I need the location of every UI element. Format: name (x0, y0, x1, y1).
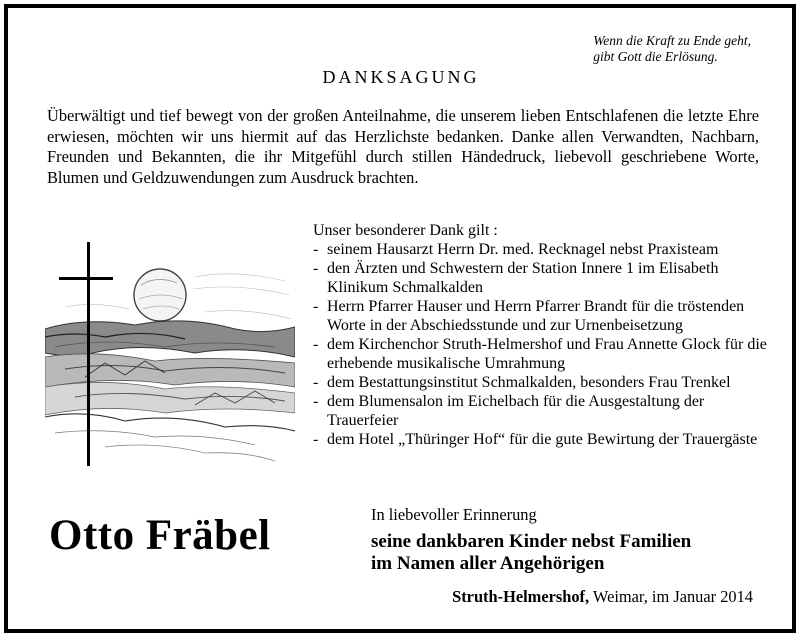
family-signature (371, 531, 691, 575)
thanks-section (305, 221, 775, 449)
heading: DANKSAGUNG (322, 67, 480, 87)
list-item-text: dem Blumensalon im Eichelbach für die Ausgestaltung der Trauerfeier (327, 393, 705, 429)
list-item-text: seinem Hausarzt Herrn Dr. med. Recknagel nebst Praxisteam (327, 241, 719, 258)
list-dash: - (313, 336, 319, 353)
family-line-1: seine dankbaren Kinder nebst Familien (371, 531, 692, 552)
thanks-lead: Unser besonderer Dank gilt : (313, 222, 498, 239)
intro-paragraph: Überwältigt und tief bewegt von der großen Anteilnahme, die unserem lieben Entschlafenen die letzte Ehre erwiesen, möchten wir uns hiermit auf das Herzlichste bedanken. Danke allen Verwandten, Nachbarn, Freunden und Bekannten, die ihr Mitgefühl durch stillen Händedruck, liebevoll geschriebene Worte, Blumen und Geldzuwendungen zum Ausdruck brachten. (47, 106, 759, 187)
list-dash: - (313, 298, 319, 315)
list-dash: - (313, 431, 319, 448)
list-item (305, 240, 775, 259)
list-item-text: dem Bestattungsinstitut Schmalkalden, besonders Frau Trenkel (327, 374, 731, 391)
list-item (305, 335, 775, 373)
list-dash: - (313, 393, 319, 410)
memorial-illustration (45, 237, 295, 467)
list-item (305, 297, 775, 335)
list-dash: - (313, 241, 319, 258)
thanks-list (305, 240, 775, 449)
motto-line-2: gibt Gott die Erlösung. (593, 49, 718, 64)
deceased-name: Otto Fräbel (49, 512, 271, 559)
list-item (305, 430, 775, 449)
family-line-2: im Namen aller Angehörigen (371, 553, 605, 574)
sun-icon (134, 269, 186, 321)
list-item (305, 392, 775, 430)
landscape-icon (45, 321, 295, 461)
memory-line: In liebevoller Erinnerung (371, 505, 537, 524)
motto (593, 33, 751, 65)
place-date (452, 587, 753, 607)
list-item-text: den Ärzten und Schwestern der Station Innere 1 im Elisabeth Klinikum Schmalkalden (327, 260, 719, 296)
list-item (305, 373, 775, 392)
list-item-text: dem Hotel „Thüringer Hof“ für die gute Bewirtung der Trauergäste (327, 431, 758, 448)
list-dash: - (313, 260, 319, 277)
place-town: Struth-Helmershof, (452, 587, 590, 606)
list-item (305, 259, 775, 297)
list-item-text: Herrn Pfarrer Hauser und Herrn Pfarrer Brandt für die tröstenden Worte in der Abschiedsstunde und zur Urnenbeisetzung (327, 298, 745, 334)
list-dash: - (313, 374, 319, 391)
motto-line-1: Wenn die Kraft zu Ende geht, (593, 33, 751, 48)
place-rest: Weimar, im Januar 2014 (589, 587, 753, 606)
list-item-text: dem Kirchenchor Struth-Helmershof und Frau Annette Glock für die erhebende musikalische Umrahmung (327, 336, 767, 372)
obituary-notice (4, 4, 796, 633)
